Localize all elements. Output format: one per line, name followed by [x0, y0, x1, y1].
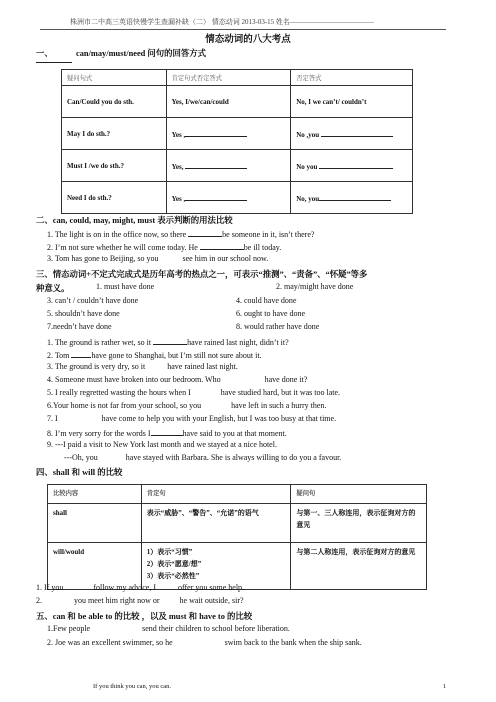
exercise-text: 6.Your home is not far from your school, so you — [47, 401, 202, 410]
section-1-underline — [36, 62, 72, 63]
exercise-text: 2. Joe was an excellent swimmer, so he — [47, 638, 173, 647]
exercise-text: 3. The ground is very dry, so it — [47, 362, 146, 371]
section-1-text: can/may/must/need 问句的回答方式 — [76, 49, 207, 58]
s2-line-3-start: 3. Tom has gone to Beijing, so you — [47, 254, 159, 263]
exercise-text: have left in such a hurry then. — [231, 401, 327, 410]
section-3-heading: 三、情态动词+不定式完成式是历年高考的热点之一，可表示“推测”、“责备”、“怀疑”等多 — [36, 270, 368, 279]
section-1-number: 一、 — [36, 49, 53, 58]
exercise-text: follow my advice, I — [93, 583, 156, 592]
exercise-text: 1.Few people — [47, 624, 91, 633]
usage-item: 2）表示“愿意/想” — [146, 560, 202, 568]
page-header: 株洲市二中高三英语快慢学生查漏补缺（二） 情态动词 2013-03-15 姓名———————————— — [70, 18, 374, 26]
table-cell: May I do sth.? — [62, 118, 167, 150]
table-cell-text: Yes, — [171, 163, 184, 171]
section-5-heading: 五、can 和 be able to 的比较 ，以及 must 和 have to 的比较 — [36, 612, 253, 621]
answer-blank[interactable] — [185, 160, 247, 169]
exercise-text: you meet him right now or — [74, 596, 160, 605]
col-header-positive: 肯定句式否定答式 — [166, 70, 291, 86]
option-4: 4. could have done — [236, 296, 297, 305]
table-cell-text: Yes , — [171, 131, 186, 139]
usage-item: 1）表示“习惯” — [146, 548, 193, 556]
table-cell — [291, 150, 413, 182]
s3-exercise-3 — [47, 362, 238, 371]
exercise-text: send their children to school before liberation. — [142, 624, 290, 633]
table-cell: Need I do sth.? — [62, 182, 167, 214]
exercise-text: have rained last night. — [167, 362, 238, 371]
s2-line-1 — [47, 228, 314, 239]
exercise-text: 2. — [36, 596, 42, 605]
s4-exercise-2 — [36, 596, 244, 605]
option-8: 8. would rather have done — [236, 322, 320, 331]
table-cell: 表示“威胁”、“警告”、“允诺”的语气 — [141, 504, 291, 543]
col-header-compare: 比较内容 — [48, 485, 142, 504]
table-cell: shall — [48, 504, 142, 543]
col-header-question: 疑问句 — [291, 485, 427, 504]
answer-blank[interactable] — [151, 427, 183, 436]
table-row — [62, 182, 413, 214]
answer-blank[interactable] — [319, 192, 391, 201]
section-3-heading-cont: 种意义。 — [36, 284, 70, 293]
option-2: 2. may/might have done — [276, 282, 354, 291]
table-cell-text: Yes , — [171, 195, 186, 203]
answer-table-header — [62, 70, 413, 86]
table-row — [62, 118, 413, 150]
s3-exercise-8 — [47, 427, 287, 438]
col-header-negative: 否定答式 — [291, 70, 413, 86]
s3-exercise-4 — [47, 375, 307, 384]
exercise-text: ---Oh, you — [64, 453, 98, 462]
s2-line-1-start: 1. The light is on in the office now, so there — [47, 230, 189, 239]
exercise-text: 4. Someone must have broken into our bedroom. Who — [47, 375, 221, 384]
exercise-text: have studied hard, but it was too late. — [220, 388, 341, 397]
exercise-text: he wait outside, sir? — [179, 596, 244, 605]
exercise-text: 2. Tom — [47, 351, 72, 360]
s4-exercise-1 — [36, 583, 244, 592]
exercise-text: have stayed with Barbara. She is always willing to do you a favour. — [125, 453, 342, 462]
exercise-text: have said to you at that moment. — [182, 429, 287, 438]
exercise-text: have rained last night, didn’t it? — [187, 338, 289, 347]
s3-exercise-5 — [47, 388, 340, 397]
table-cell-text: No, you — [296, 195, 320, 203]
exercise-text: have come to help you with your English, but I was too busy at that time. — [101, 414, 337, 423]
table-row — [62, 86, 413, 118]
page-number: 1 — [443, 683, 447, 690]
s3-exercise-7 — [47, 414, 336, 423]
exercise-text: offer you some help. — [177, 583, 245, 592]
s2-line-1-end: be someone in it, isn’t there? — [222, 230, 315, 239]
table-cell — [166, 182, 291, 214]
s3-exercise-1 — [47, 336, 289, 347]
col-header-statement: 肯定句 — [141, 485, 291, 504]
table-row — [62, 150, 413, 182]
table-cell-text: No you — [296, 163, 318, 171]
table-cell: Must I /we do sth.? — [62, 150, 167, 182]
answer-blank[interactable] — [321, 128, 393, 137]
option-5: 5. shouldn’t have done — [47, 309, 120, 318]
s3-exercise-9: 9. ---I paid a visit to New York last month and we stayed at a nice hotel. — [47, 440, 277, 449]
usage-item: 3）表示“必然性” — [146, 572, 200, 580]
answer-blank[interactable] — [153, 336, 187, 345]
answer-blank[interactable] — [185, 128, 247, 137]
s2-line-3 — [47, 254, 268, 263]
s3-exercise-2 — [47, 349, 262, 360]
s3-exercise-6 — [47, 401, 326, 410]
answer-blank[interactable] — [188, 228, 222, 237]
table-cell: Yes, I/we/can/could — [166, 86, 291, 118]
table-row — [48, 504, 427, 543]
table-cell: 与第二人称连用，表示征询对方的意见 — [291, 543, 427, 590]
s2-line-2-end: be ill today. — [243, 243, 282, 252]
exercise-text: 1. If you — [36, 583, 64, 592]
exercise-text: have done it? — [264, 375, 308, 384]
page-footer: If you think you can, you can. — [93, 683, 171, 690]
option-7: 7.needn’t have done — [47, 322, 112, 331]
answer-blank[interactable] — [71, 349, 91, 358]
table-cell: 与第一、三人称连用，表示征询对方的意见 — [291, 504, 427, 543]
section-4-heading: 四、shall 和 will 的比较 — [36, 468, 123, 477]
table-cell: No, I we can’t/ couldn’t — [291, 86, 413, 118]
exercise-text: have gone to Shanghai, but I’m still not sure about it. — [91, 351, 262, 360]
section-2-heading: 二、can, could, may, might, must 表示判断的用法比较 — [36, 216, 233, 225]
s2-line-2-start: 2. I’m not sure whether he will come today. He — [47, 243, 200, 252]
answer-blank[interactable] — [319, 160, 393, 169]
shall-will-table-header — [48, 485, 427, 504]
exercise-text: 7. I — [47, 414, 58, 423]
answer-table — [61, 69, 413, 214]
exercise-text: 8. I’m very sorry for the words I — [47, 429, 151, 438]
table-cell — [166, 150, 291, 182]
option-6: 6. ought to have done — [236, 309, 306, 318]
exercise-text: 5. I really regretted wasting the hours when I — [47, 388, 191, 397]
col-header-question: 疑问句式 — [62, 70, 167, 86]
s2-line-3-end: see him in our school now. — [182, 254, 269, 263]
s5-exercise-1 — [47, 624, 290, 633]
table-cell: will/would — [48, 543, 142, 590]
table-cell-text: No ,you — [296, 131, 320, 139]
option-1: 1. must have done — [96, 282, 155, 291]
table-cell: Can/Could you do sth. — [62, 86, 167, 118]
table-cell — [291, 118, 413, 150]
page-title: 情态动词的八大考点 — [205, 35, 291, 45]
answer-blank[interactable] — [200, 241, 244, 250]
section-1-heading — [36, 47, 206, 59]
exercise-text: swim back to the bank when the ship sank. — [224, 638, 362, 647]
shall-will-table — [47, 484, 427, 590]
s5-exercise-2 — [47, 638, 362, 647]
exercise-text: 1. The ground is rather wet, so it — [47, 338, 154, 347]
table-cell — [291, 182, 413, 214]
answer-blank[interactable] — [185, 192, 247, 201]
s3-exercise-9-reply — [64, 453, 341, 462]
s2-line-2 — [47, 241, 281, 252]
table-cell — [166, 118, 291, 150]
option-3: 3. can’t / couldn’t have done — [47, 296, 139, 305]
header-rule — [40, 29, 446, 30]
